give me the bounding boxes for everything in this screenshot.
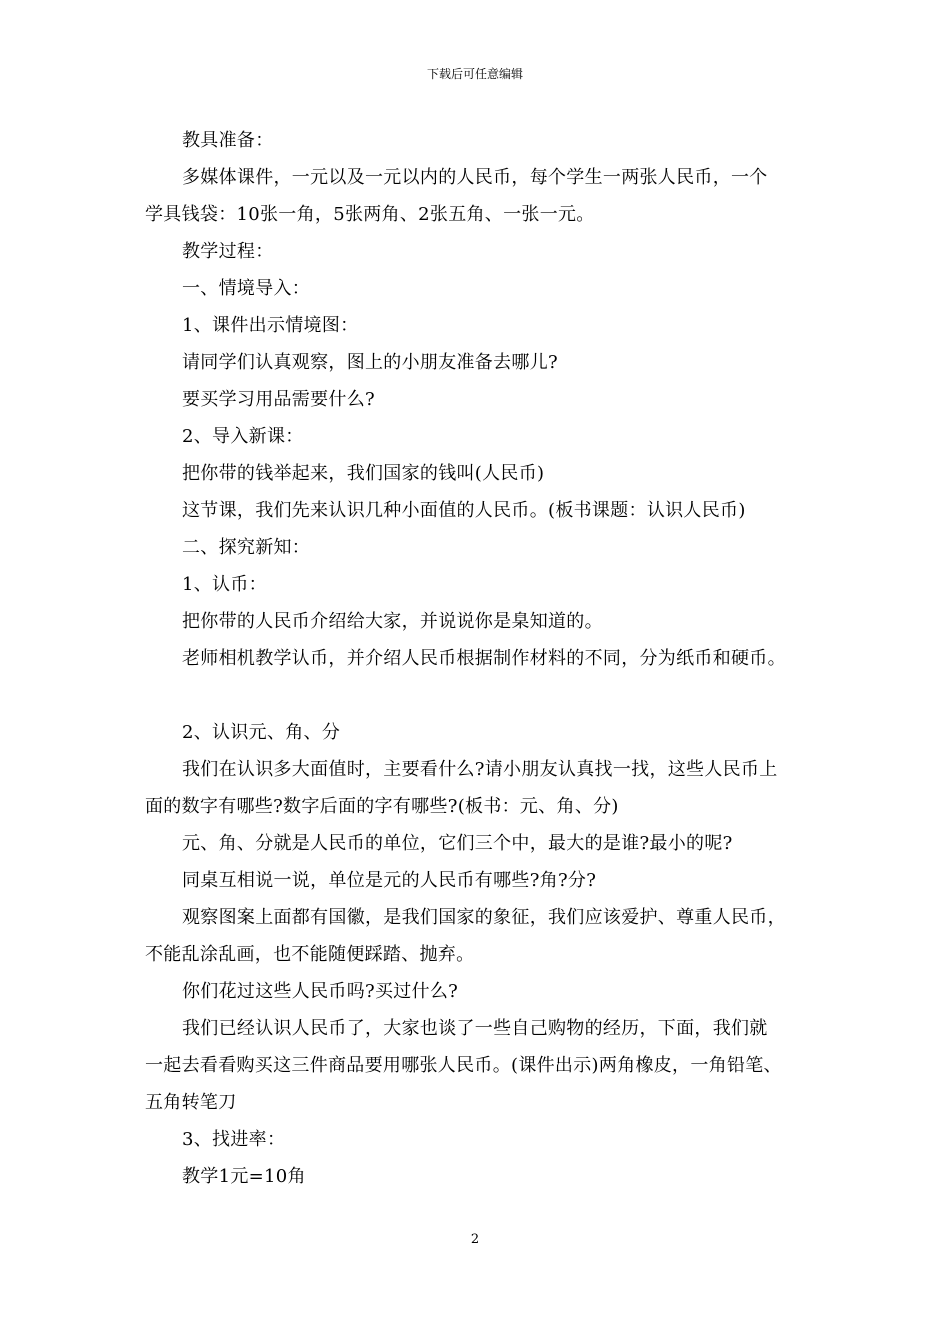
subsection-heading: 1、认币： bbox=[182, 574, 267, 595]
paragraph-line: 把你带的钱举起来，我们国家的钱叫(人民币) bbox=[182, 463, 545, 484]
paragraph-line: 老师相机教学认币，并介绍人民币根据制作材料的不同，分为纸币和硬币。 bbox=[182, 648, 786, 669]
paragraph-line: 把你带的人民币介绍给大家，并说说你是臬知道的。 bbox=[182, 611, 603, 632]
paragraph-line: 这节课，我们先来认识几种小面值的人民币。(板书课题：认识人民币) bbox=[182, 500, 746, 521]
subsection-heading: 1、课件出示情境图： bbox=[182, 315, 359, 336]
section-heading: 一、情境导入： bbox=[182, 278, 311, 299]
subsection-heading: 2、认识元、角、分 bbox=[182, 722, 341, 743]
paragraph-line: 教学1元=10角 bbox=[182, 1166, 306, 1187]
paragraph-line: 教学过程： bbox=[182, 241, 274, 262]
paragraph-line: 教具准备： bbox=[182, 130, 274, 151]
paragraph-line: 要买学习用品需要什么? bbox=[182, 389, 375, 410]
paragraph-line: 多媒体课件，一元以及一元以内的人民币，每个学生一两张人民币，一个 bbox=[182, 167, 768, 188]
paragraph-line: 不能乱涂乱画，也不能随便踩踏、抛弃。 bbox=[145, 944, 475, 965]
page-header-note: 下载后可任意编辑 bbox=[426, 67, 523, 81]
paragraph-line: 同桌互相说一说，单位是元的人民币有哪些?角?分? bbox=[182, 870, 597, 891]
paragraph-line: 学具钱袋：10张一角，5张两角、2张五角、一张一元。 bbox=[145, 204, 595, 225]
paragraph-line: 请同学们认真观察，图上的小朋友准备去哪儿? bbox=[182, 352, 558, 373]
paragraph-line: 五角转笔刀 bbox=[145, 1092, 237, 1113]
paragraph-line: 元、角、分就是人民币的单位，它们三个中，最大的是谁?最小的呢? bbox=[182, 833, 733, 854]
document-body bbox=[145, 122, 817, 1195]
paragraph-line: 观察图案上面都有国徽，是我们国家的象征，我们应该爱护、尊重人民币， bbox=[182, 907, 786, 928]
section-heading: 二、探究新知： bbox=[182, 537, 311, 558]
subsection-heading: 3、找进率： bbox=[182, 1129, 286, 1150]
paragraph-line: 你们花过这些人民币吗?买过什么? bbox=[182, 981, 459, 1002]
paragraph-line: 我们已经认识人民币了，大家也谈了一些自己购物的经历，下面，我们就 bbox=[182, 1018, 768, 1039]
blank-line bbox=[145, 677, 817, 714]
paragraph-line: 一起去看看购买这三件商品要用哪张人民币。(课件出示)两角橡皮，一角铅笔、 bbox=[145, 1055, 782, 1076]
paragraph-line: 我们在认识多大面值时，主要看什么?请小朋友认真找一找，这些人民币上 bbox=[182, 759, 778, 780]
page-number: 2 bbox=[470, 1232, 480, 1247]
subsection-heading: 2、导入新课： bbox=[182, 426, 304, 447]
paragraph-line: 面的数字有哪些?数字后面的字有哪些?(板书：元、角、分) bbox=[145, 796, 619, 817]
